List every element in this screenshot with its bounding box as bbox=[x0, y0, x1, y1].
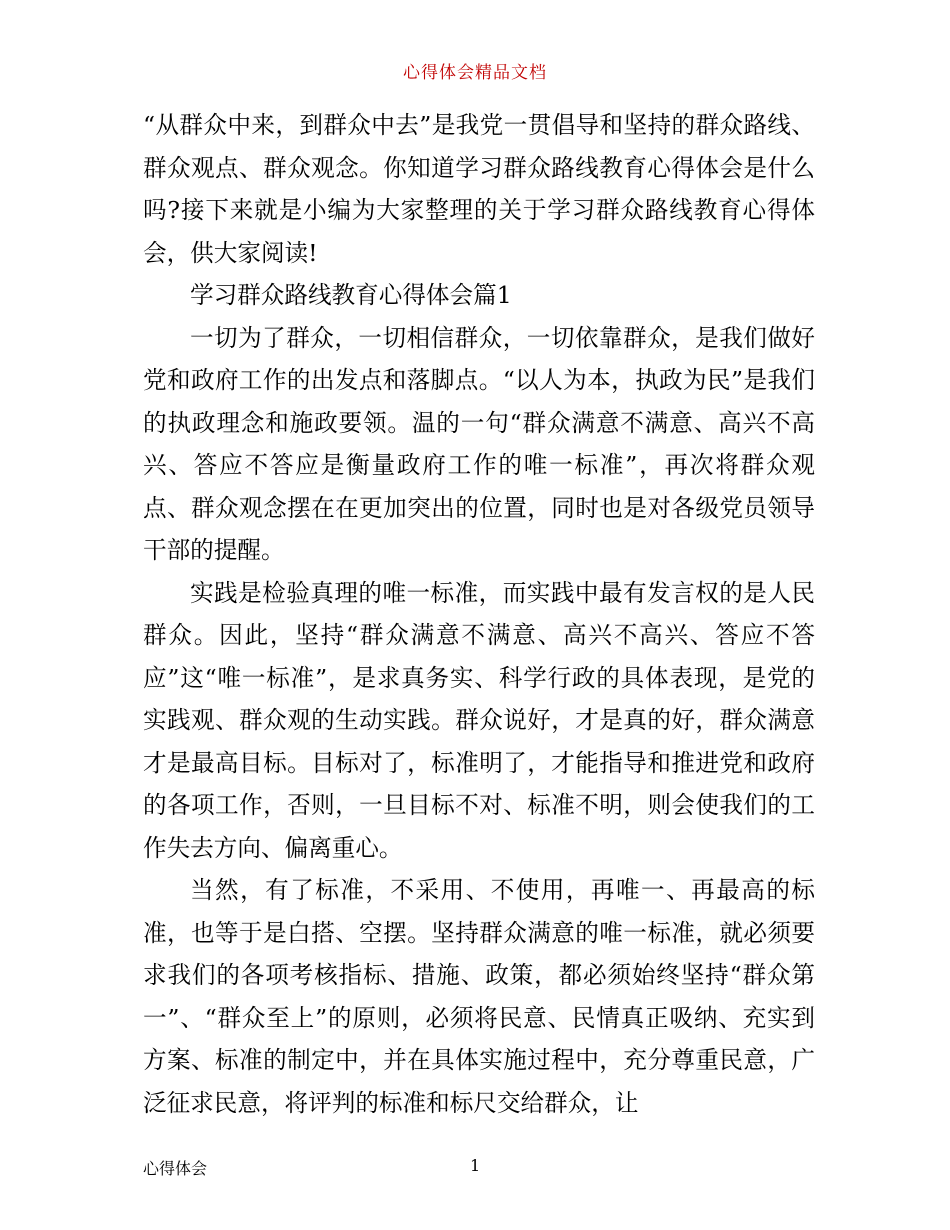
document-body bbox=[143, 104, 815, 1124]
footer-label: 心得体会 bbox=[143, 1159, 208, 1178]
intro-paragraph: “从群众中来，到群众中去”是我党一贯倡导和坚持的群众路线、群众观点、群众观念。你知道学习群众路线教育心得体会是什么吗?接下来就是小编为大家整理的关于学习群众路线教育心得体会，供大家阅读! bbox=[143, 111, 815, 267]
section-heading: 学习群众路线教育心得体会篇1 bbox=[190, 281, 512, 309]
body-paragraph: 当然，有了标准，不采用、不使用，再唯一、再最高的标准，也等于是白搭、空摆。坚持群众满意的唯一标准，就必须要求我们的各项考核指标、措施、政策，都必须始终坚持“群众第一”、“群众至上”的原则，必须将民意、民情真正吸纳、充实到方案、标准的制定中，并在具体实施过程中，充分尊重民意，广泛征求民意，将评判的标准和标尺交给群众，让 bbox=[143, 876, 815, 1117]
document-header-title: 心得体会精品文档 bbox=[403, 63, 547, 83]
body-paragraph: 一切为了群众，一切相信群众，一切依靠群众，是我们做好党和政府工作的出发点和落脚点。“以人为本，执政为民”是我们的执政理念和施政要领。温的一句“群众满意不满意、高兴不高兴、答应不答应是衡量政府工作的唯一标准”，再次将群众观点、群众观念摆在在更加突出的位置，同时也是对各级党员领导干部的提醒。 bbox=[143, 323, 815, 564]
body-paragraph: 实践是检验真理的唯一标准，而实践中最有发言权的是人民群众。因此，坚持“群众满意不满意、高兴不高兴、答应不答应”这“唯一标准”，是求真务实、科学行政的具体表现，是党的实践观、群众观的生动实践。群众说好，才是真的好，群众满意才是最高目标。目标对了，标准明了，才能指导和推进党和政府的各项工作，否则，一旦目标不对、标准不明，则会使我们的工作失去方向、偏离重心。 bbox=[143, 578, 815, 862]
page-number: 1 bbox=[470, 1156, 481, 1175]
